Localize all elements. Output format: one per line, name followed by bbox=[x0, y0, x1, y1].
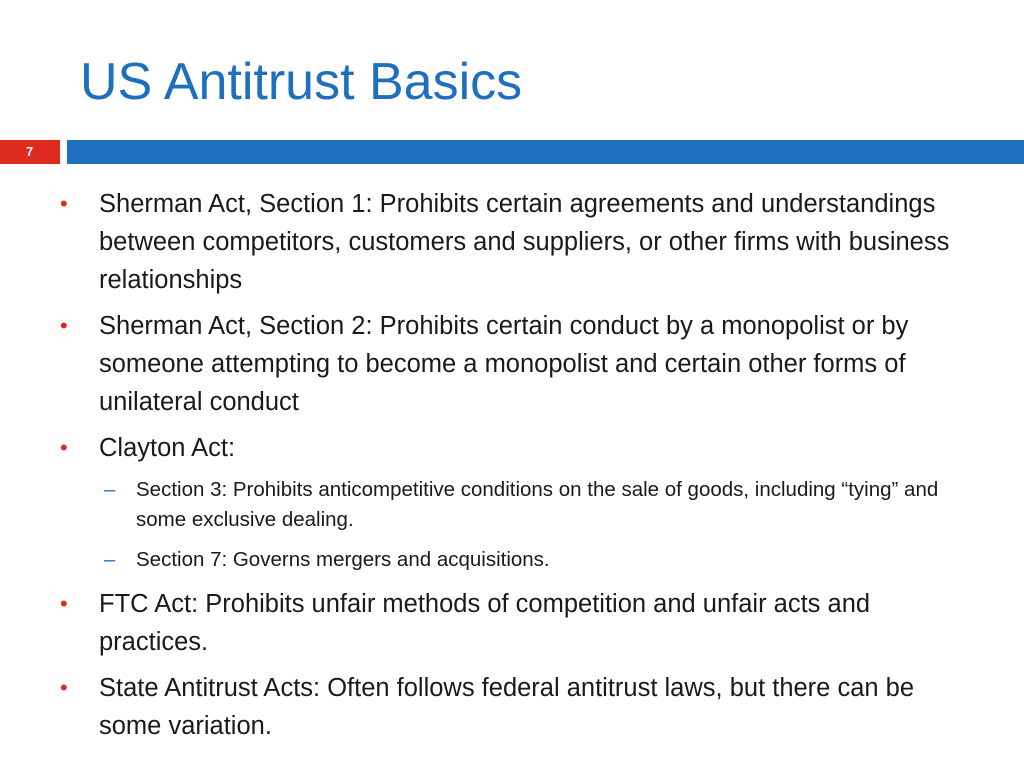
bullet-item-sherman-section-1 bbox=[60, 185, 960, 299]
sub-bullet-text: Section 3: Prohibits anticompetitive conditions on the sale of goods, including “tying” and some exclusive dealing. bbox=[136, 478, 939, 531]
bullet-item-state-antitrust-acts bbox=[60, 669, 960, 745]
bullet-item-clayton-act bbox=[60, 429, 960, 467]
page-number-badge: 7 bbox=[0, 140, 60, 164]
bullet-text: Sherman Act, Section 1: Prohibits certain agreements and understandings between competitors, customers and suppliers, or other firms with business relationships bbox=[99, 190, 950, 294]
bullet-text: State Antitrust Acts: Often follows federal antitrust laws, but there can be some variation. bbox=[99, 674, 915, 740]
bullet-text: Sherman Act, Section 2: Prohibits certain conduct by a monopolist or by someone attempting to become a monopolist and certain other forms of unilateral conduct bbox=[99, 312, 909, 416]
title-divider-bar bbox=[67, 140, 1024, 164]
bullet-text: Clayton Act: bbox=[99, 434, 236, 462]
sub-bullet-marker: – bbox=[104, 548, 116, 571]
bullet-marker: • bbox=[60, 313, 68, 338]
bullet-item-sherman-section-2 bbox=[60, 307, 960, 421]
sub-bullet-clayton-section-3 bbox=[60, 475, 960, 535]
sub-bullet-text: Section 7: Governs mergers and acquisitions. bbox=[136, 548, 550, 571]
bullet-marker: • bbox=[60, 675, 68, 700]
bullet-text: FTC Act: Prohibits unfair methods of competition and unfair acts and practices. bbox=[99, 590, 871, 656]
bullet-list bbox=[60, 185, 960, 753]
sub-bullet-marker: – bbox=[104, 478, 116, 501]
bullet-marker: • bbox=[60, 591, 68, 616]
bullet-item-ftc-act bbox=[60, 585, 960, 661]
bullet-marker: • bbox=[60, 191, 68, 216]
bullet-marker: • bbox=[60, 435, 68, 460]
slide-title: US Antitrust Basics bbox=[80, 53, 523, 111]
sub-bullet-clayton-section-7 bbox=[60, 545, 960, 575]
